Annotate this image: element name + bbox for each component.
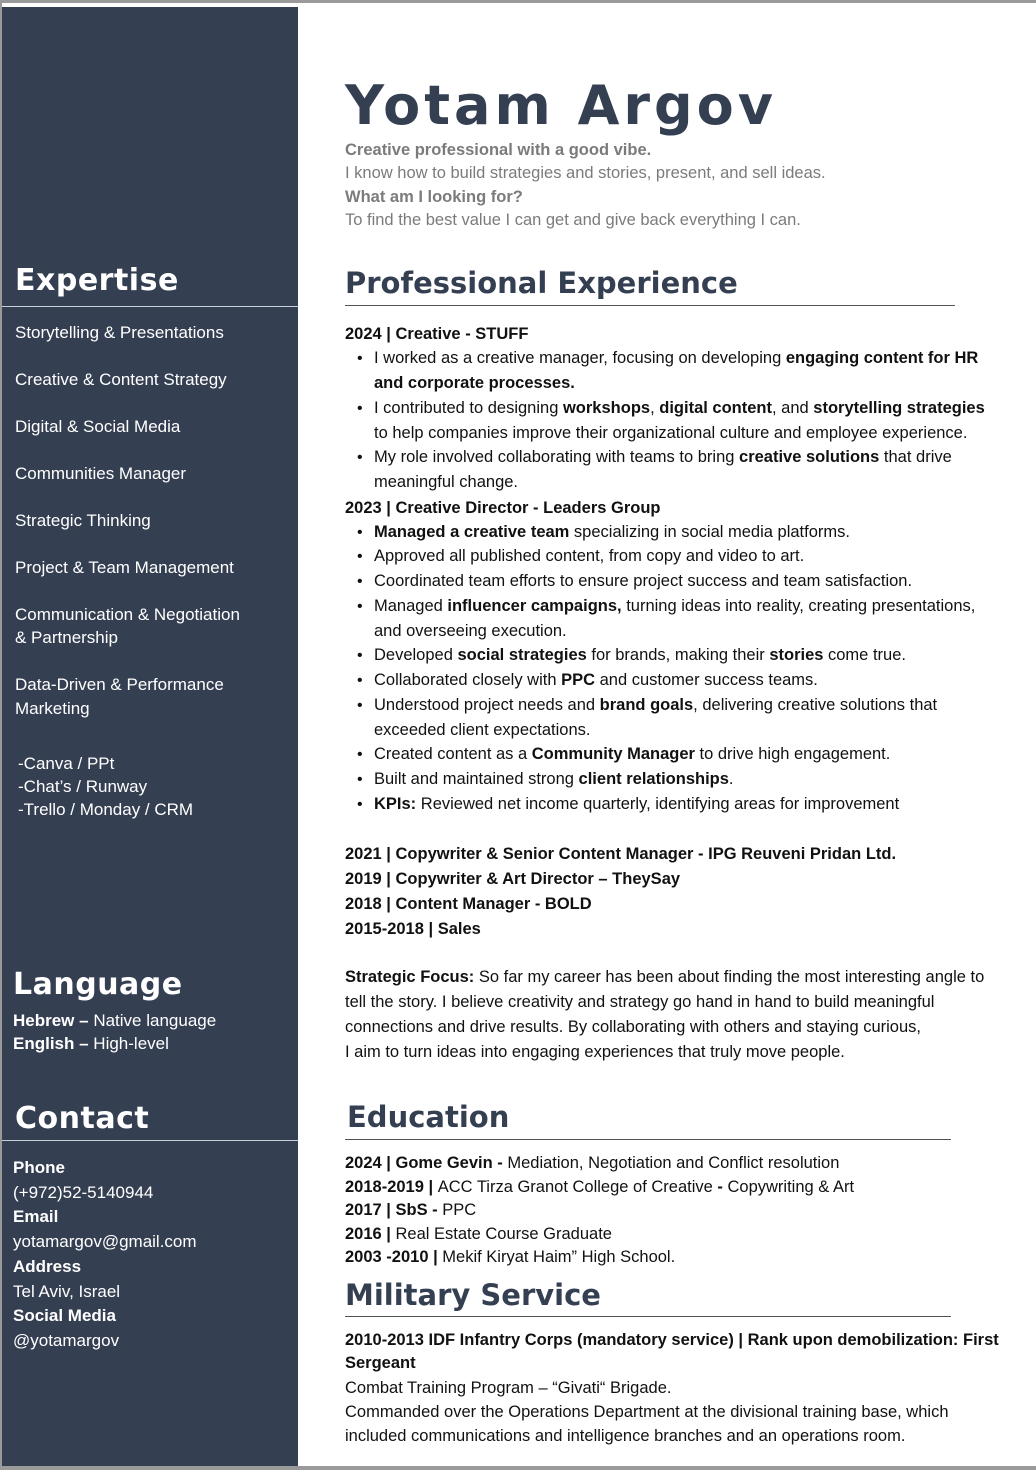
education-row: 2016 | Real Estate Course Graduate: [345, 1225, 612, 1243]
military-heading: Military Service: [345, 1278, 601, 1312]
job-bullet: Coordinated team efforts to ensure project success and team satisfaction.: [374, 572, 913, 590]
expertise-item: Storytelling & Presentations: [15, 323, 224, 342]
education-heading: Education: [347, 1100, 510, 1134]
experience-divider: [345, 305, 955, 306]
tool-item: -Canva / PPt: [18, 754, 115, 773]
social-label: Social Media: [13, 1306, 116, 1325]
language-english: [13, 1032, 283, 1055]
intro-line: I know how to build strategies and stories, present, and sell ideas.: [345, 164, 826, 182]
experience-heading: Professional Experience: [345, 266, 738, 300]
tool-item: -Chat’s / Runway: [18, 777, 148, 796]
job-bullet: Collaborated closely with PPC and customer success teams.: [374, 671, 818, 689]
military-role: 2010-2013 IDF Infantry Corps (mandatory service) | Rank upon demobilization: First Sergeant: [345, 1331, 999, 1372]
strategic-focus: Strategic Focus: So far my career has been about finding the most interesting angle to tell the story. I believe creativity and strategy go hand in hand to build meaningful connections and drive results. By collaborating with others and staying curious,: [345, 968, 985, 1036]
bullet-icon: •: [357, 796, 363, 813]
bullet-icon: •: [357, 524, 363, 541]
job-title: 2023 | Creative Director - Leaders Group: [345, 499, 661, 517]
contact-divider: [2, 1140, 298, 1141]
bullet-icon: •: [357, 573, 363, 590]
phone-value: (+972)52-5140944: [13, 1183, 154, 1202]
job-bullet: KPIs: Reviewed net income quarterly, identifying areas for improvement: [374, 795, 900, 813]
job-bullet: Built and maintained strong client relationships.: [374, 770, 734, 788]
bullet-icon: •: [357, 400, 363, 417]
bullet-icon: •: [357, 697, 363, 714]
job-bullet: My role involved collaborating with teams to bring creative solutions that drive meaningful change.: [374, 448, 952, 491]
sidebar: [2, 7, 298, 1466]
expertise-item: Communities Manager: [15, 464, 187, 483]
education-divider: [345, 1139, 951, 1140]
job-bullet: Managed influencer campaigns, turning ideas into reality, creating presentations, and overseeing execution.: [374, 597, 976, 640]
bullet-icon: •: [357, 746, 363, 763]
bullet-icon: •: [357, 771, 363, 788]
intro-line: Creative professional with a good vibe.: [345, 141, 652, 159]
bullet-icon: •: [357, 647, 363, 664]
job-bullet: Understood project needs and brand goals, delivering creative solutions that exceeded client expectations.: [374, 696, 938, 739]
intro-line: To find the best value I can get and give back everything I can.: [345, 211, 801, 229]
language-heading: Language: [13, 967, 183, 1002]
email-label: Email: [13, 1207, 59, 1226]
job-bullet: Approved all published content, from copy and video to art.: [374, 547, 805, 565]
expertise-item: Project & Team Management: [15, 558, 234, 577]
education-row: 2003 -2010 | Mekif Kiryat Haim” High School.: [345, 1248, 676, 1266]
expertise-item: & Partnership: [15, 628, 118, 647]
strategic-focus-end: I aim to turn ideas into engaging experiences that truly move people.: [345, 1043, 845, 1061]
bullet-icon: •: [357, 548, 363, 565]
email-value: yotamargov@gmail.com: [13, 1232, 197, 1251]
page-border-top: [0, 0, 1036, 3]
bullet-icon: •: [357, 672, 363, 689]
military-detail: Combat Training Program – “Givati“ Brigade.: [345, 1379, 672, 1397]
bullet-icon: •: [357, 350, 363, 367]
phone-label: Phone: [13, 1158, 65, 1177]
earlier-role: 2015-2018 | Sales: [345, 920, 481, 938]
job-bullet: Created content as a Community Manager to drive high engagement.: [374, 745, 891, 763]
language-name: English –: [13, 1034, 89, 1053]
earlier-role: 2021 | Copywriter & Senior Content Manager - IPG Reuveni Pridan Ltd.: [345, 845, 897, 863]
contact-heading: Contact: [15, 1101, 150, 1136]
expertise-item: Digital & Social Media: [15, 417, 181, 436]
expertise-divider: [2, 306, 298, 307]
page-border-bottom: [0, 1466, 1036, 1470]
earlier-role: 2018 | Content Manager - BOLD: [345, 895, 592, 913]
expertise-item: Creative & Content Strategy: [15, 370, 227, 389]
social-value: @yotamargov: [13, 1331, 120, 1350]
expertise-item: Strategic Thinking: [15, 511, 151, 530]
military-divider: [345, 1316, 951, 1317]
tool-item: -Trello / Monday / CRM: [18, 800, 194, 819]
job-bullet: I worked as a creative manager, focusing on developing engaging content for HR and corporate processes.: [374, 349, 979, 392]
address-value: Tel Aviv, Israel: [13, 1282, 121, 1301]
bullet-icon: •: [357, 449, 363, 466]
military-detail: Commanded over the Operations Department at the divisional training base, which included communications and intelligence branches and an operations room.: [345, 1403, 949, 1445]
expertise-item: Communication & Negotiation: [15, 605, 240, 624]
language-level: High-level: [88, 1034, 169, 1053]
earlier-role: 2019 | Copywriter & Art Director – TheySay: [345, 870, 681, 888]
expertise-item: Marketing: [15, 699, 90, 718]
language-hebrew: [13, 1009, 283, 1032]
job-bullet: Managed a creative team specializing in social media platforms.: [374, 523, 850, 541]
job-bullet: I contributed to designing workshops, digital content, and storytelling strategies to help companies improve their organizational culture and employee experience.: [374, 399, 985, 442]
expertise-item: Data-Driven & Performance: [15, 675, 224, 694]
expertise-heading: Expertise: [15, 263, 179, 298]
address-label: Address: [13, 1257, 82, 1276]
education-row: 2018-2019 | ACC Tirza Granot College of Creative - Copywriting & Art: [345, 1178, 855, 1196]
education-row: 2017 | SbS - PPC: [345, 1201, 477, 1219]
education-row: 2024 | Gome Gevin - Mediation, Negotiation and Conflict resolution: [345, 1154, 840, 1172]
job-bullet: Developed social strategies for brands, making their stories come true.: [374, 646, 906, 664]
language-name: Hebrew –: [13, 1011, 89, 1030]
language-level: Native language: [88, 1011, 217, 1030]
bullet-icon: •: [357, 598, 363, 615]
intro-line: What am I looking for?: [345, 188, 523, 206]
page-title: Yotam Argov: [345, 74, 777, 137]
job-title: 2024 | Creative - STUFF: [345, 325, 529, 343]
